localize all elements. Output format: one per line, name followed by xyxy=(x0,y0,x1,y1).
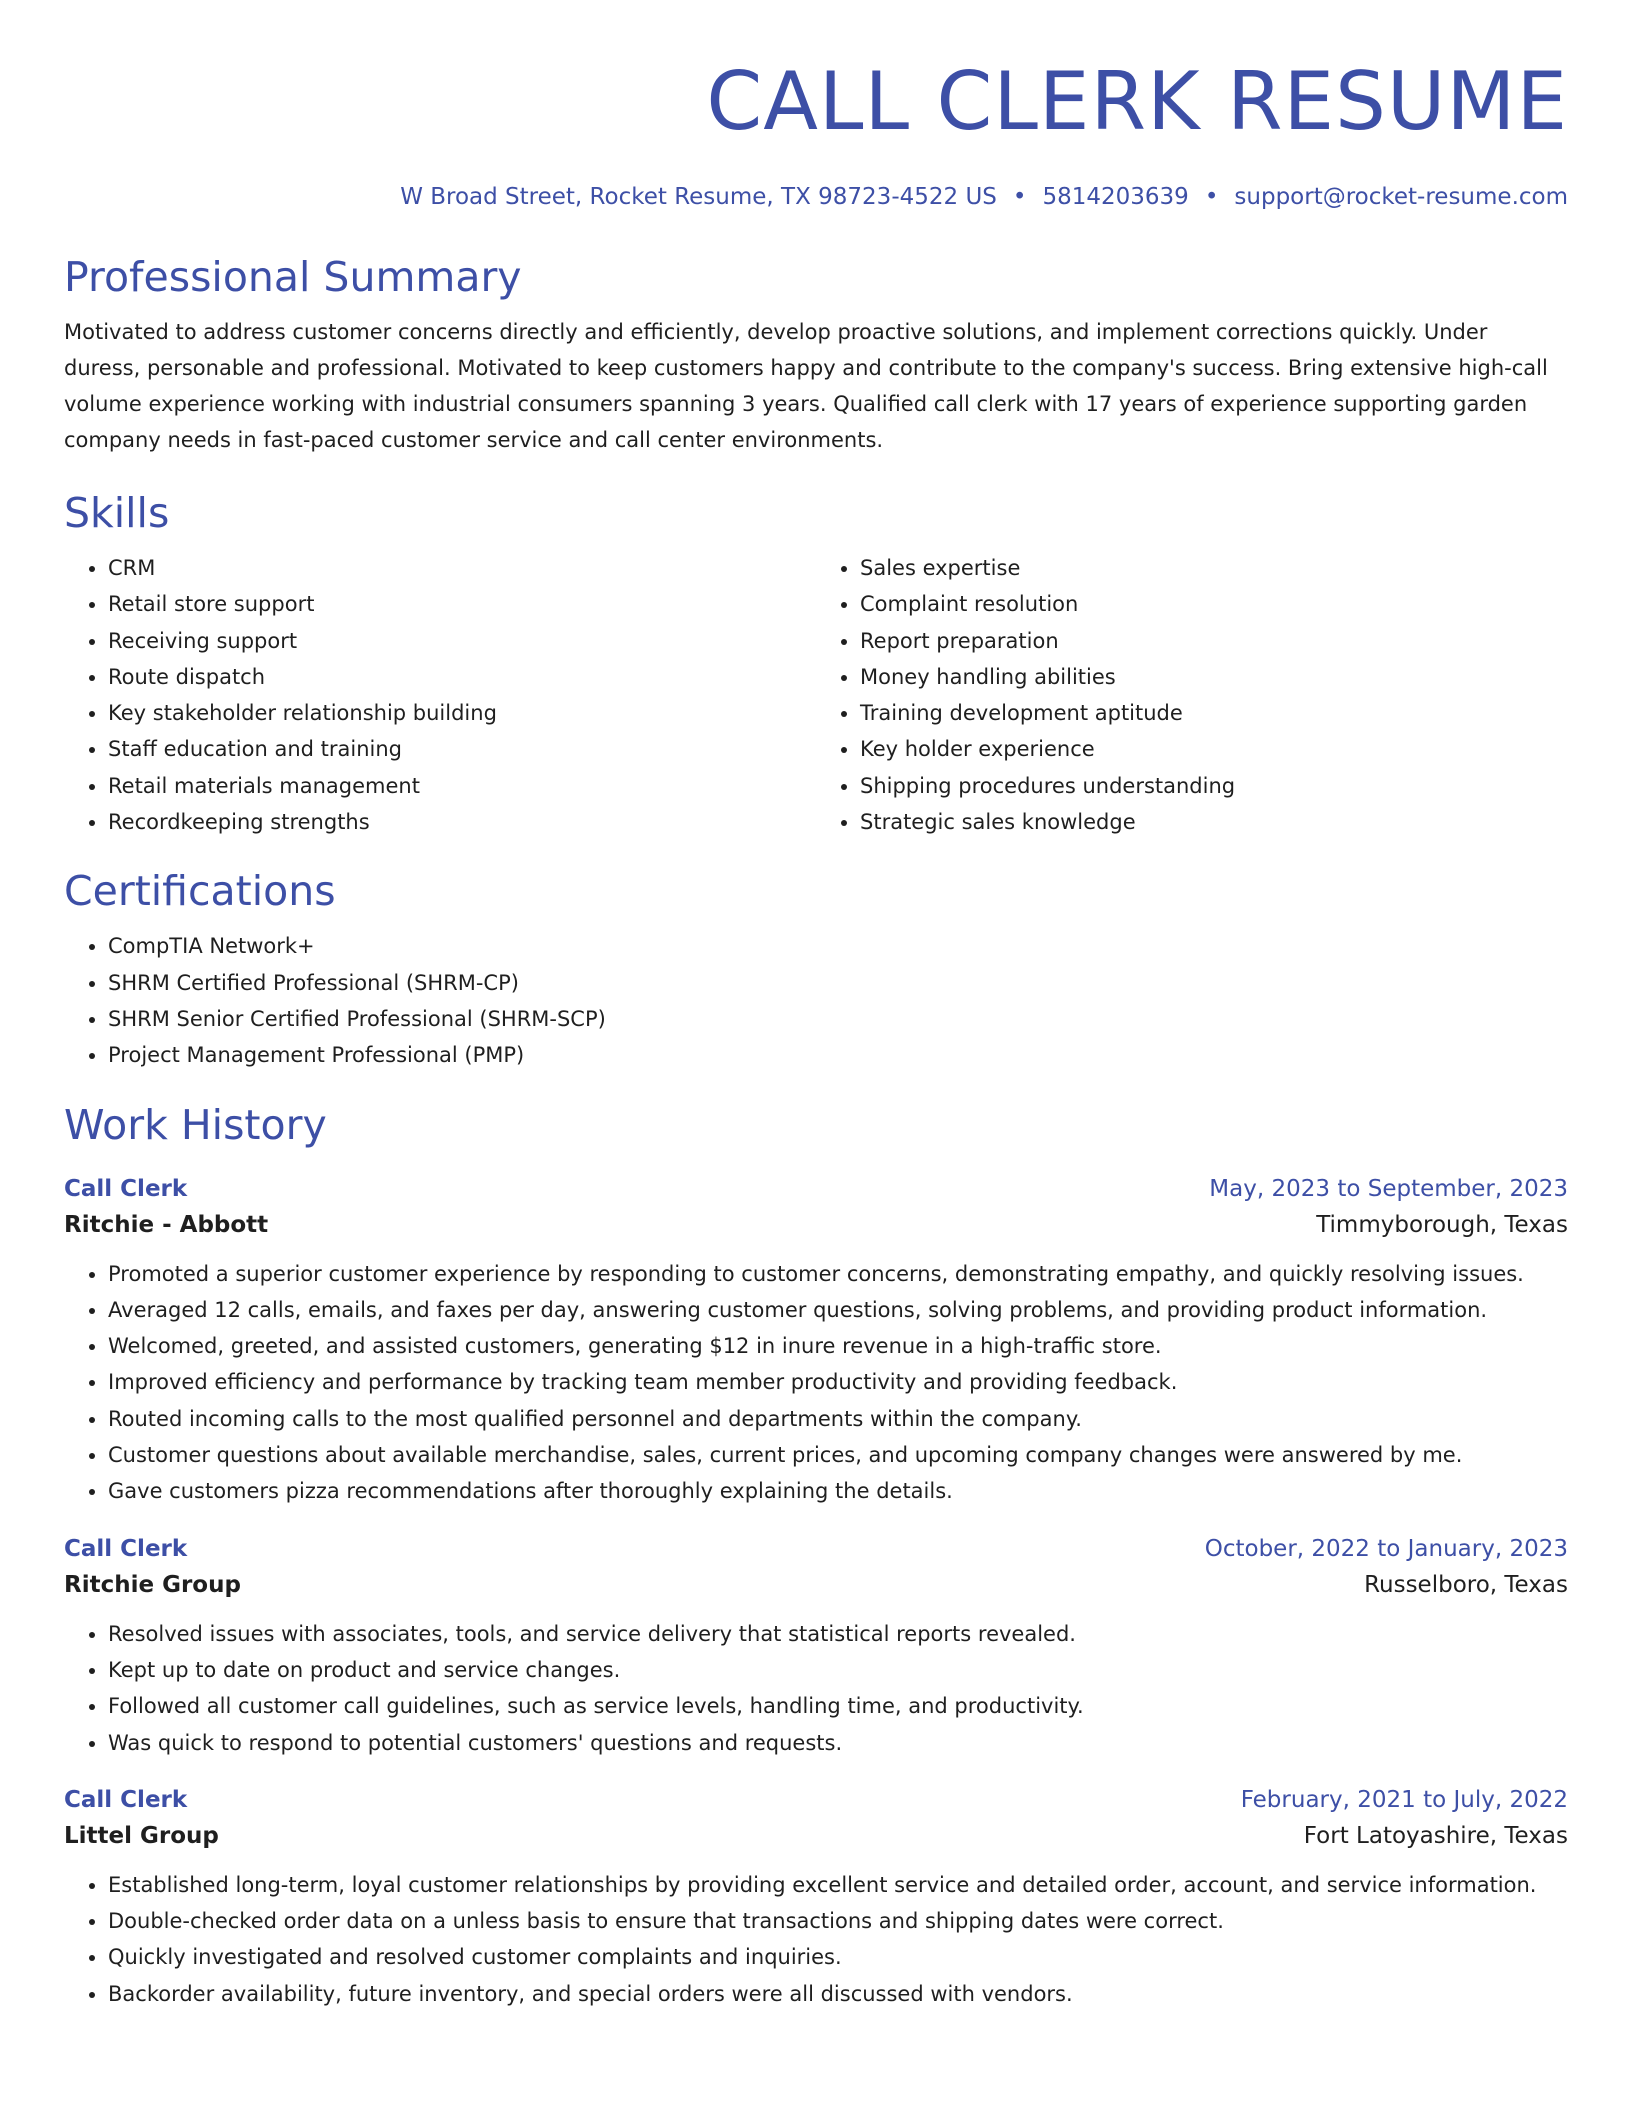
job-bullet: • Established long-term, loyal customer relationships by providing excellent service and detailed order, account, and service information. xyxy=(108,1867,1568,1903)
job-bullet: • Was quick to respond to potential customers' questions and requests. xyxy=(108,1725,1568,1761)
skill-item: • Sales expertise xyxy=(860,550,1568,586)
job-entry xyxy=(64,1172,1568,1510)
skill-item: • Money handling abilities xyxy=(860,659,1568,695)
contact-email[interactable]: support@rocket-resume.com xyxy=(1234,184,1568,210)
skill-item: • Route dispatch xyxy=(108,659,816,695)
certification-item: • SHRM Senior Certified Professional (SHRM-SCP) xyxy=(108,1001,1568,1037)
job-subheader xyxy=(64,1566,1568,1604)
skill-item: • Retail materials management xyxy=(108,768,816,804)
skills-columns xyxy=(64,550,1568,840)
job-dates: October, 2022 to January, 2023 xyxy=(1204,1535,1568,1562)
contact-phone: 5814203639 xyxy=(1042,184,1189,210)
job-company: Littel Group xyxy=(64,1822,219,1849)
job-bullet: • Quickly investigated and resolved customer complaints and inquiries. xyxy=(108,1939,1568,1975)
contact-separator: • xyxy=(1204,184,1219,210)
job-bullet: • Double-checked order data on a unless basis to ensure that transactions and shipping dates were correct. xyxy=(108,1903,1568,1939)
skill-item: • Key stakeholder relationship building xyxy=(108,695,816,731)
contact-address: W Broad Street, Rocket Resume, TX 98723-4522 US xyxy=(400,184,997,210)
skill-item: • Report preparation xyxy=(860,623,1568,659)
job-bullet: • Promoted a superior customer experience by responding to customer concerns, demonstrating empathy, and quickly resolving issues. xyxy=(108,1256,1568,1292)
job-subheader xyxy=(64,1206,1568,1244)
job-location: Russelboro, Texas xyxy=(1364,1571,1568,1598)
certification-item: • SHRM Certified Professional (SHRM-CP) xyxy=(108,965,1568,1001)
skills-list-left xyxy=(64,550,816,840)
job-title: Call Clerk xyxy=(64,1786,188,1813)
certification-item: • Project Management Professional (PMP) xyxy=(108,1037,1568,1073)
skills-list-right xyxy=(816,550,1568,840)
job-bullet: • Kept up to date on product and service changes. xyxy=(108,1652,1568,1688)
job-header xyxy=(64,1172,1568,1206)
job-bullets xyxy=(64,1616,1568,1761)
job-dates: February, 2021 to July, 2022 xyxy=(1240,1786,1568,1813)
skills-heading: Skills xyxy=(64,489,170,537)
job-title: Call Clerk xyxy=(64,1535,188,1562)
certifications-heading: Certifications xyxy=(64,867,336,916)
job-bullets xyxy=(64,1867,1568,2012)
job-bullet: • Routed incoming calls to the most qualified personnel and departments within the company. xyxy=(108,1401,1568,1437)
job-location: Timmyborough, Texas xyxy=(1316,1211,1568,1238)
contact-separator: • xyxy=(1012,184,1027,210)
skill-item: • Shipping procedures understanding xyxy=(860,768,1568,804)
job-company: Ritchie - Abbott xyxy=(64,1211,269,1238)
job-bullet: • Improved efficiency and performance by tracking team member productivity and providing feedback. xyxy=(108,1364,1568,1400)
work-history-heading: Work History xyxy=(64,1100,327,1149)
job-bullet: • Gave customers pizza recommendations after thoroughly explaining the details. xyxy=(108,1473,1568,1509)
job-title: Call Clerk xyxy=(64,1175,188,1202)
summary-heading: Professional Summary xyxy=(64,253,522,301)
skill-item: • CRM xyxy=(108,550,816,586)
job-bullet: • Followed all customer call guidelines, such as service levels, handling time, and productivity. xyxy=(108,1688,1568,1724)
job-header xyxy=(64,1532,1568,1566)
job-bullet: • Backorder availability, future inventory, and special orders were all discussed with vendors. xyxy=(108,1976,1568,2012)
job-bullet: • Averaged 12 calls, emails, and faxes per day, answering customer questions, solving problems, and providing product information. xyxy=(108,1292,1568,1328)
skill-item: • Receiving support xyxy=(108,623,816,659)
job-company: Ritchie Group xyxy=(64,1571,241,1598)
contact-line xyxy=(64,182,1568,212)
job-bullets xyxy=(64,1256,1568,1510)
skill-item: • Key holder experience xyxy=(860,731,1568,767)
job-location: Fort Latoyashire, Texas xyxy=(1303,1822,1568,1849)
skill-item: • Complaint resolution xyxy=(860,586,1568,622)
skill-item: • Retail store support xyxy=(108,586,816,622)
certifications-list xyxy=(64,928,1568,1073)
job-header xyxy=(64,1783,1568,1817)
job-bullet: • Resolved issues with associates, tools, and service delivery that statistical reports revealed. xyxy=(108,1616,1568,1652)
skill-item: • Staff education and training xyxy=(108,731,816,767)
resume-title: CALL CLERK RESUME xyxy=(706,55,1568,148)
summary-text: Motivated to address customer concerns directly and efficiently, develop proactive solutions, and implement corrections quickly. Under duress, personable and professional. Motivated to keep customers happy and contribute to the company's success. Bring extensive high-call volume experience working with industrial consumers spanning 3 years. Qualified call clerk with 17 years of experience supporting garden company needs in fast-paced customer service and call center environments. xyxy=(64,320,1548,452)
skill-item: • Strategic sales knowledge xyxy=(860,804,1568,840)
skill-item: • Recordkeeping strengths xyxy=(108,804,816,840)
job-bullet: • Welcomed, greeted, and assisted customers, generating $12 in inure revenue in a high-traffic store. xyxy=(108,1328,1568,1364)
job-subheader xyxy=(64,1817,1568,1855)
skill-item: • Training development aptitude xyxy=(860,695,1568,731)
job-entry xyxy=(64,1532,1568,1761)
job-bullet: • Customer questions about available merchandise, sales, current prices, and upcoming company changes were answered by me. xyxy=(108,1437,1568,1473)
job-dates: May, 2023 to September, 2023 xyxy=(1209,1175,1568,1202)
certification-item: • CompTIA Network+ xyxy=(108,928,1568,964)
job-entry xyxy=(64,1783,1568,2012)
